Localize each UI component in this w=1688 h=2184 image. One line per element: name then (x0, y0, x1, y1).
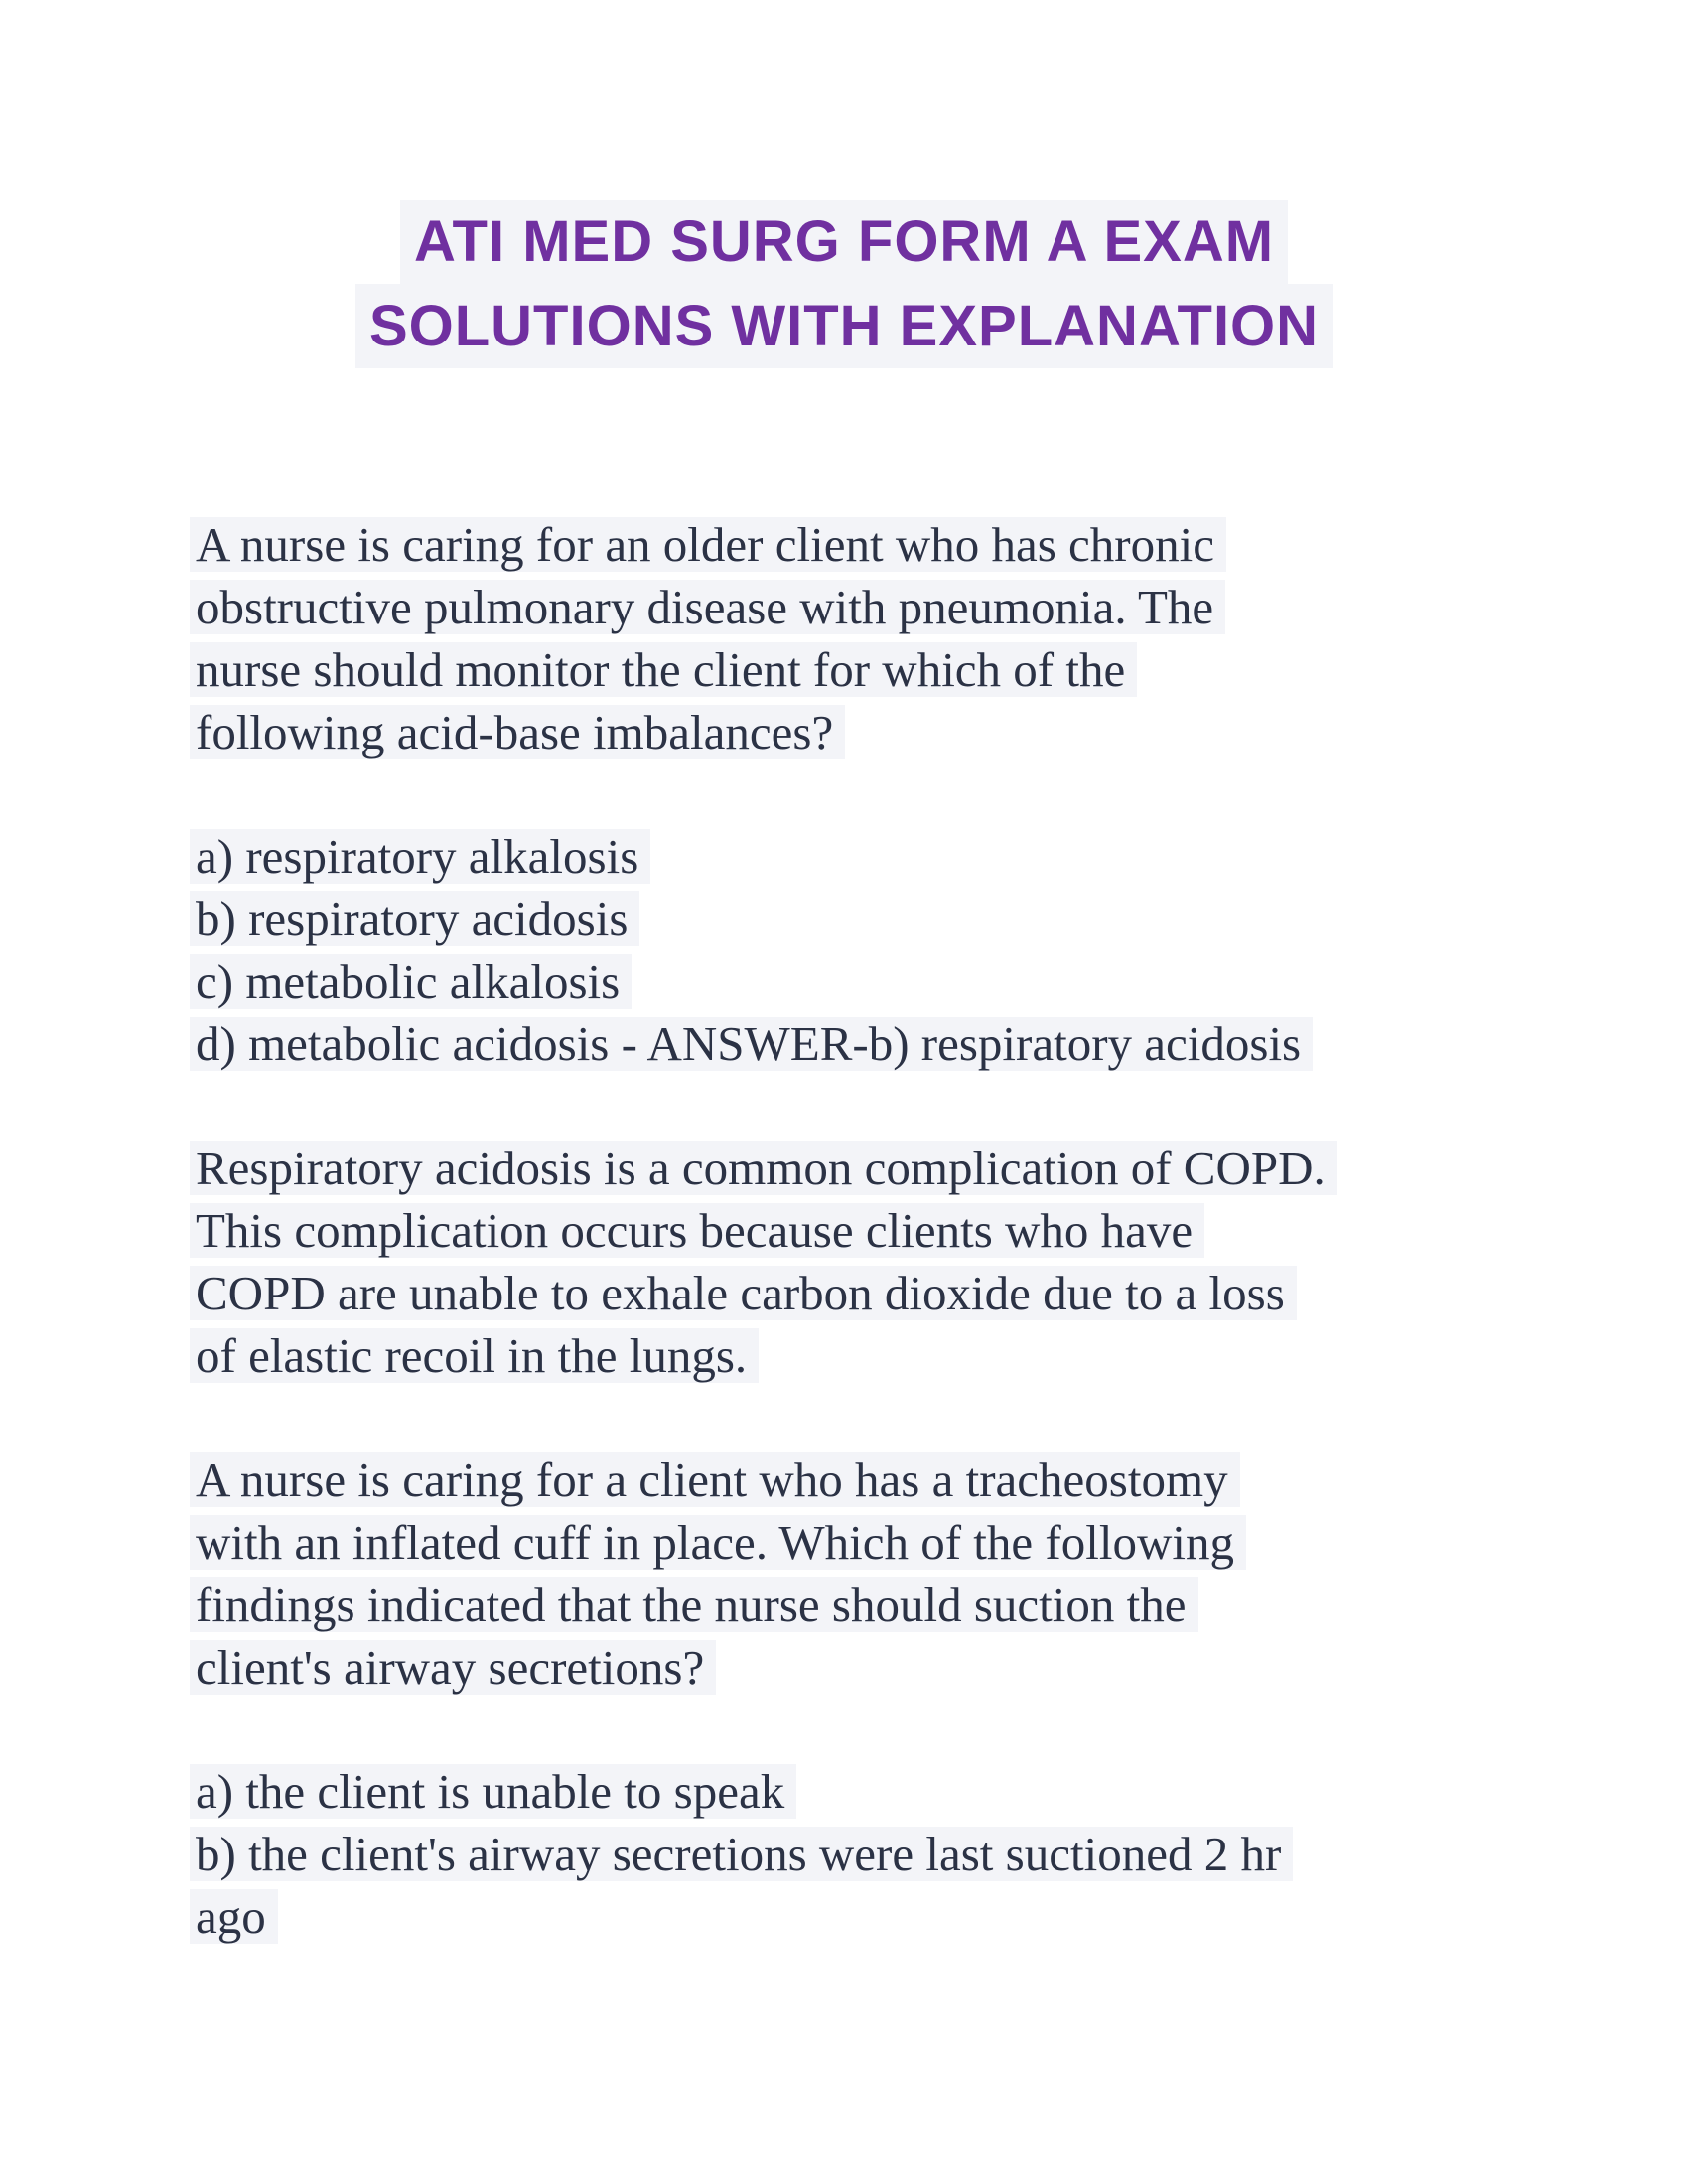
title-line-text: SOLUTIONS WITH EXPLANATION (355, 284, 1333, 368)
option-text-highlight: a) the client is unable to speak (190, 1764, 796, 1819)
option-line (196, 887, 1688, 950)
text-line (196, 576, 1688, 638)
text-line-highlight: with an inflated cuff in place. Which of the following (190, 1515, 1246, 1570)
option-line (196, 825, 1688, 887)
explanation-1 (196, 1137, 1688, 1387)
title-line (0, 284, 1688, 368)
option-line-with-answer (196, 1013, 1688, 1075)
document-body (196, 513, 1688, 1948)
text-line (196, 513, 1688, 576)
option-text-highlight: b) the client's airway secretions were last suctioned 2 hr (190, 1827, 1293, 1881)
paragraph-gap (196, 1699, 1688, 1760)
text-line-highlight: findings indicated that the nurse should suction the (190, 1577, 1198, 1632)
option-line (196, 950, 1688, 1013)
option-line-continuation (196, 1885, 1688, 1948)
text-line (196, 638, 1688, 701)
paragraph-gap (196, 763, 1688, 825)
option-text-highlight: a) respiratory alkalosis (190, 829, 650, 884)
text-line (196, 1262, 1688, 1324)
text-line (196, 1636, 1688, 1699)
option-text-highlight: ago (190, 1889, 278, 1944)
text-line-highlight: Respiratory acidosis is a common complication of COPD. (190, 1141, 1337, 1195)
text-line-highlight: A nurse is caring for an older client who has chronic (190, 517, 1226, 572)
text-line-highlight: following acid-base imbalances? (190, 705, 845, 759)
paragraph-gap (196, 1387, 1688, 1448)
text-line (196, 1137, 1688, 1199)
text-line (196, 1448, 1688, 1511)
question-1-options (196, 825, 1688, 1075)
title-line-text: ATI MED SURG FORM A EXAM (400, 200, 1288, 284)
text-line-highlight: of elastic recoil in the lungs. (190, 1328, 759, 1383)
text-line-highlight: A nurse is caring for a client who has a tracheostomy (190, 1452, 1240, 1507)
question-2 (196, 1448, 1688, 1699)
option-line (196, 1823, 1688, 1885)
text-line (196, 1511, 1688, 1573)
question-1 (196, 513, 1688, 763)
title-line (0, 200, 1688, 284)
option-line (196, 1760, 1688, 1823)
text-line (196, 701, 1688, 763)
text-line-highlight: obstructive pulmonary disease with pneumonia. The (190, 580, 1225, 634)
text-line-highlight: client's airway secretions? (190, 1640, 716, 1695)
document-title (0, 0, 1688, 368)
option-text-highlight: d) metabolic acidosis - ANSWER-b) respiratory acidosis (190, 1017, 1313, 1071)
text-line (196, 1324, 1688, 1387)
text-line (196, 1573, 1688, 1636)
option-text-highlight: b) respiratory acidosis (190, 891, 639, 946)
text-line-highlight: nurse should monitor the client for which of the (190, 642, 1137, 697)
paragraph-gap (196, 1075, 1688, 1137)
text-line (196, 1199, 1688, 1262)
question-2-options (196, 1760, 1688, 1948)
text-line-highlight: This complication occurs because clients who have (190, 1203, 1204, 1258)
text-line-highlight: COPD are unable to exhale carbon dioxide due to a loss (190, 1266, 1297, 1320)
option-text-highlight: c) metabolic alkalosis (190, 954, 632, 1009)
